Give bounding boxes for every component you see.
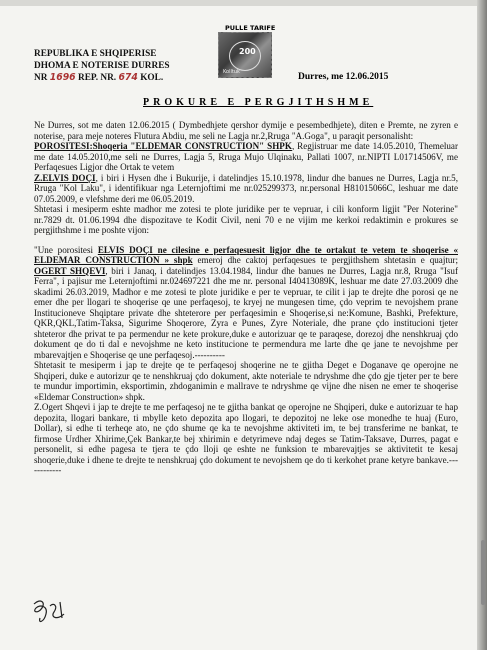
- scrollbar-thumb[interactable]: [481, 540, 485, 605]
- person-paragraph: Z.ELVIS DOÇI, i biri i Hysen dhe i Bukurije, i datelindjes 15.10.1978, lindur dhe banues ne Durres, Lagja nr.5, Rruga "Kol Laku", i identifikuar nga Leternjoftimi me nr.025299373, nr.personal H81015066C, leshuar me date 07.05.2009, e vlefshme deri me 06.05.2019.: [34, 172, 458, 204]
- person-label: Z.ELVIS DOÇI: [34, 172, 96, 183]
- stamp-seal-icon: [229, 41, 261, 71]
- principal-label: POROSITESI:Shoqeria "ELDEMAR CONSTRUCTION" SHPK: [34, 141, 292, 151]
- intro-paragraph: Ne Durres, sot me daten 12.06.2015 ( Dymbedhjete qershor dymije e pesembedhjete), diten e Premte, ne zyren e noterise, para meje noteres Flutura Abdiu, me seli ne Lagja nr.2,Rruga "A.Goga", u paraqit personalisht:: [34, 120, 458, 141]
- document-title: PROKURE E PERGJITHSHME: [143, 97, 374, 108]
- handwritten-signature: [28, 596, 74, 626]
- document-body: [34, 120, 458, 476]
- chamber-line: DHOMA E NOTERISE DURRES: [34, 61, 170, 71]
- principal-paragraph: POROSITESI:Shoqeria "ELDEMAR CONSTRUCTION" SHPK, Regjistruar me date 14.05.2010, Themeluar me date 14.05.2010,me seli ne Durres, Lagja 5, Rruga Mujo Ulqinaku, Pallati 1007, nr.NIPTI L01714506V, me Perfaqesues Ligjor dhe Ortak te vetem: [34, 141, 458, 172]
- competence-paragraph: Shtetasi i mesiperm eshte madhor me zotesi te plote juridike per te vepruar, i cili konform ligjit "Per Noterine" nr.7829 dt. 01.06.1994 dhe dispozitave te Kodit Civil, neni 70 e ne vijim me kerkoi redaktimin e prokures se pergjithshme i me poshte vijon:: [34, 204, 458, 235]
- stamp-label: Kolltuk: [223, 69, 240, 75]
- banks-paragraph: Z.Ogert Shqevi i jap te drejte te me perfaqesoj ne te gjitha bankat qe operojne ne Shqiperi, duke e autorizuar te hap depozita, llogari bankare, ti mbylle keto depozita apo llogari, te depozitoj ne leke ose monedhe te huaj (Euro, Dollar), si edhe ti terheqe ato, ne çdo shume qe ka te nevojshme aktiviteti im, te bej transferime ne bankat, te firmose Urdher Xhirime,Çek Bankar,te bej xhirimin e detyrimeve ndaj deges se Tatim-Taksave, Durres, pagat e personelit, si edhe pagesa te tjera te çdo lloji qe eshte ne funksion te mbarevajtjes se aktivitetit te kesaj shoqerie,duke i dhene te drejte te nenshkruaj çdo dokument te nevojshem qe do ti kerkohet prane ketyre bankave.------------: [34, 402, 458, 475]
- tax-stamp: [218, 32, 272, 78]
- stamp-value: 200: [239, 47, 256, 56]
- place-date: Durres, me 12.06.2015: [298, 72, 389, 82]
- agent-name: OGERT SHQEVI: [34, 265, 106, 276]
- letterhead: [34, 48, 170, 84]
- customs-paragraph: Shtetasit te mesiperm i jap te drejte qe te perfaqesoj shoqerine ne te gjitha Deget e Doganave qe operojne ne Shqiperi, duke e autorizur qe te nenshkruaj çdo dokument, akte noteriale te ndryshme dhe çdo gje tjeter per te bere te mundur importimin, eksportimin, zhdoganimin e mallrave te ndryshme qe vijne dhe nisen ne emer te shoqerise «Eldemar Construction» shpk.: [34, 360, 458, 402]
- rep-value: 674: [118, 72, 138, 83]
- reference-line: NR 1696 REP. NR. 674 KOL.: [34, 72, 164, 83]
- quote-paragraph: "Une porositesi ELVIS DOÇI ne cilesine e perfaqesuesit ligjor dhe te ortakut te vetem te shoqerise « ELDEMAR CONSTRUCTION » shpk emeroj dhe caktoj perfaqesues te pergjithshem shtetasin e quajtur; OGERT SHQEVI, biri i Janaq, i datelindjes 13.04.1984, lindur dhe banues ne Durres, Lagja nr.8, Rruga "Isuf Ferra", i pajisur me Leternjoftimi nr.024697221 dhe me nr. personal I40413089K, leshuar me date 27.03.2009 dhe skadimi 26.03.2019, Madhor e me zotesi te plote juridike e per te vepruar, te cilit i jap te drejte dhe porosi qe ne emer dhe per llogari te shoqerise qe une perfaqesoj, te kryej ne mungesen time, çdo veprim te nevojshem prane Institucioneve Shqiptare private dhe shteterore per perfaqesimin e Shoqerise,si ne:Komune, Bashki, Prefekture, QKR,QKL,Tatim-Taksa, Sigurime Shoqerore, Zyra e Punes, Zyre Noteriale, dhe prane çdo institucioni tjeter shteteror dhe privat te pa permendur ne kete prokure,duke e autorizuar qe te paraqese, dorezoj dhe nenshkruaj çdo dokument qe do ti dal e nevojshme ne keto institucione te permendura me larte dhe qe jane te nevojshme per mbarevajtjen e Shoqerise qe une perfaqesoj.----------: [34, 244, 458, 360]
- nr-value: 1696: [49, 72, 76, 83]
- country-line: REPUBLIKA E SHQIPERISE: [34, 49, 157, 59]
- stamp-title: PULLE TARIFE: [225, 24, 276, 32]
- quote-underlined: ELVIS DOÇI ne cilesine e perfaqesuesit ligjor dhe te ortakut te vetem te shoqerise « ELDEMAR CONSTRUCTION » shpk: [34, 244, 458, 265]
